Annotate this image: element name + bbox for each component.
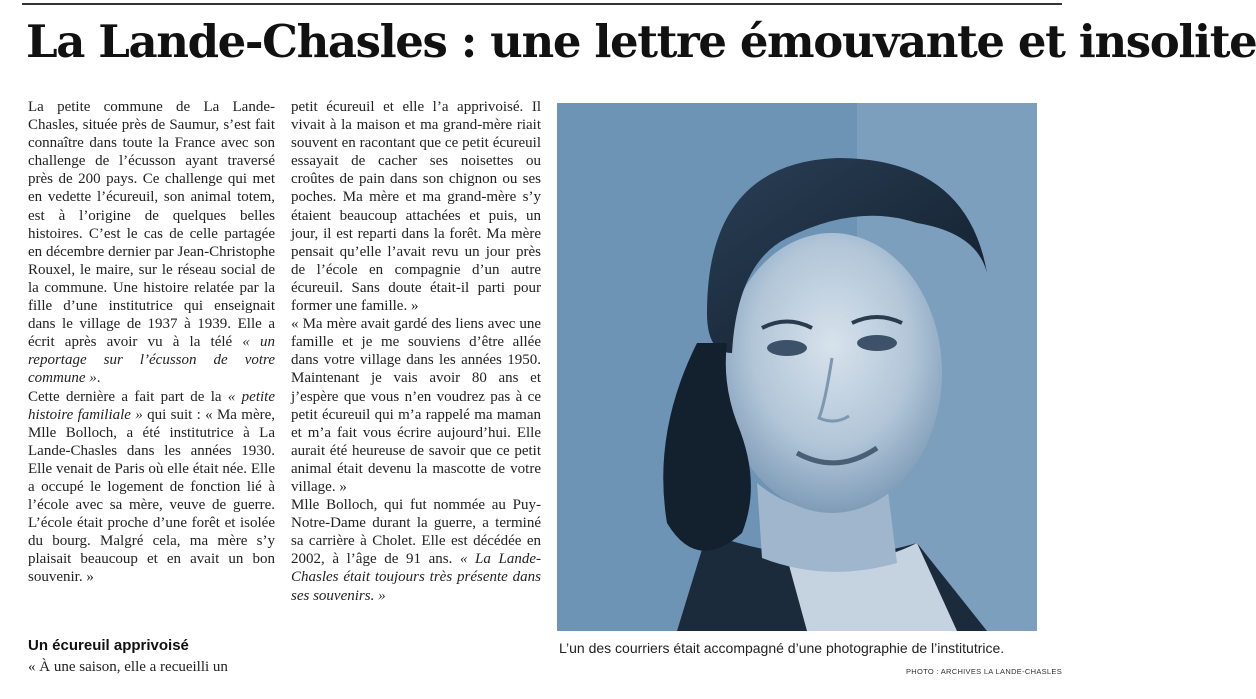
quote-text: « La Lande-Chasles était toujours très présente dans ses souvenirs. » [291,551,541,604]
paragraph: petit écureuil et elle l’a apprivoisé. Il vivait à la maison et ma grand-mère riait souvent en racontant que ce petit écureuil essayait de cacher ses noisettes ou croûtes de pain dans son chignon ou ses poches. Ma mère et ma grand-mère s’y étaient beaucoup attachées et puis, un jour, il est reparti dans la forêt. Ma mère pensait qu’elle l’avait revu un jour près de l’école en compagnie d’un autre écureuil. Sans doute était-il parti pour former une famille. » [291,99,541,315]
article-column-1 [28,98,275,587]
paragraph-text: Cette dernière a fait part de la [28,388,228,405]
paragraph-text: La petite commune de La Lande-Chasles, située près de Saumur, s’est fait connaître dans toute la France avec son challenge de l’écusson ayant traversé près de 200 pays. Ce challenge qui met en vedette l’écureuil, son animal totem, est à l’origine de quelques belles histoires. C’est le cas de celle partagée en décembre dernier par Jean-Christophe Rouxel, le maire, sur le réseau social de la commune. Une histoire relatée par la fille d’une institutrice qui enseignait dans le village de 1937 à 1939. Elle a écrit après avoir vu à la télé [28,99,275,351]
portrait-illustration [557,103,1037,631]
paragraph [291,496,541,605]
photo-caption: L’un des courriers était accompagné d’une photographie de l’institutrice. [559,640,1005,656]
quote-text: « un reportage sur l’écusson de votre commune » [28,334,275,387]
portrait-photo [557,103,1037,631]
top-rule [22,3,1062,5]
paragraph-text: Mlle Bolloch, qui fut nommée au Puy-Notre-Dame durant la guerre, a terminé sa carrière à Cholet. Elle est décédée en 2002, à l’âge de 91 ans. [291,497,541,568]
paragraph: « À une saison, elle a recueilli un [28,659,228,675]
paragraph: « Ma mère avait gardé des liens avec une famille et je me souviens d’être allée dans votre village dans les années 1950. Maintenant je vais avoir 80 ans et j’espère que vous n’en voudrez pas à ce petit écureuil qui m’a rappelé ma maman et m’a fait vous écrire aujourd’hui. Elle aurait été heureuse de savoir que ce petit animal était devenu la mascotte de votre village. » [291,316,541,495]
article-headline: La Lande-Chasles : une lettre émouvante et insolite [26,15,1256,68]
photo-credit: PHOTO : ARCHIVES LA LANDE-CHASLES [905,667,1062,676]
paragraph [28,98,275,388]
paragraph [28,388,275,587]
paragraph-text: qui suit : « Ma mère, Mlle Bolloch, a été institutrice à La Lande-Chasles dans les années 1930. Elle venait de Paris où elle était née. Elle a occupé le logement de fonction lié à l’école avec sa mère, veuve de guerre. L’école était proche d’une forêt et isolée du bourg. Malgré cela, ma mère s’y plaisait beaucoup et en avait un bon souvenir. » [28,406,276,586]
section-subheading: Un écureuil apprivoisé [28,637,189,654]
quote-text: « petite histoire familiale » [28,388,275,423]
article-column-2 [291,98,541,605]
paragraph-text: . [96,370,101,387]
